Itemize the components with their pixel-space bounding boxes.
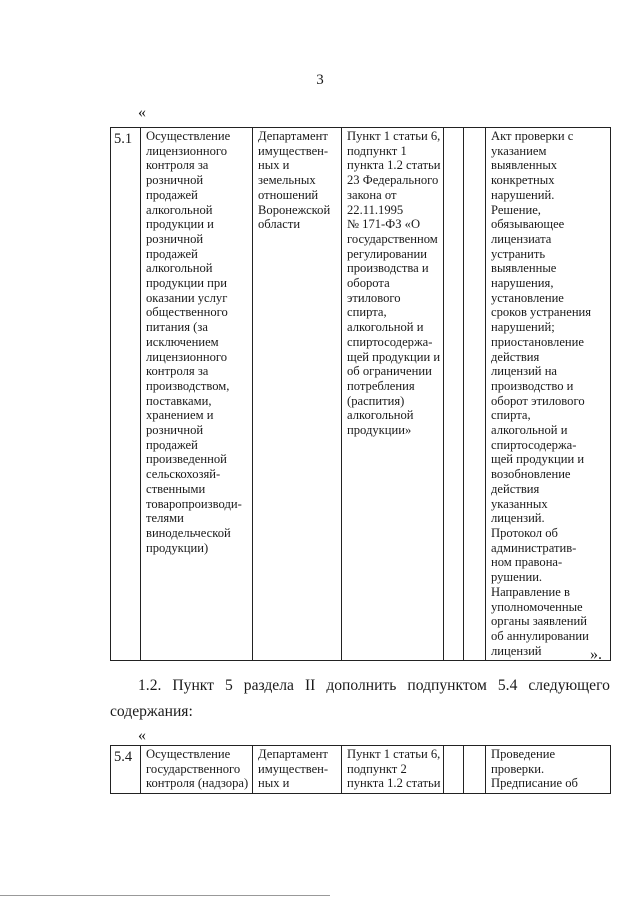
page-number: 3 [316, 72, 324, 88]
cell-line: лицензий. [491, 511, 545, 526]
cell-line: оказании услуг [146, 290, 228, 305]
activity-name-cell [141, 128, 253, 661]
paragraph-word: подпунктом [407, 677, 487, 694]
cell-line: поставками, [146, 393, 212, 408]
result-cell [486, 746, 611, 794]
cell-line: продажей [146, 246, 198, 261]
cell-line: хранением и [146, 408, 214, 423]
cell-line: Департамент [258, 747, 328, 761]
cell-line: продажей [146, 437, 198, 452]
cell-line: винодельческой [146, 525, 231, 540]
cell-line: области [258, 217, 301, 232]
cell-line: ных и [258, 776, 290, 791]
amendment-paragraph-line1 [138, 677, 610, 695]
cell-line: спиртосодержа- [347, 334, 433, 349]
cell-line: рушении. [491, 570, 543, 585]
legal-basis-cell [342, 128, 444, 661]
cell-line: нарушения, [491, 276, 554, 291]
cell-line: государственного [146, 761, 241, 776]
paragraph-word: раздела [243, 677, 294, 694]
cell-line: Направление в [491, 584, 570, 599]
cell-line: установление [491, 290, 564, 305]
cell-line: алкогольной [146, 202, 213, 217]
cell-line: контроля (надзора) [146, 776, 249, 791]
cell-line: алкогольной и [347, 320, 424, 335]
empty-cell [464, 746, 486, 794]
paragraph-word: дополнить [326, 677, 397, 694]
cell-line: розничной [146, 231, 204, 246]
cell-line: контроля за [146, 158, 209, 173]
cell-line: сельскохозяй- [146, 467, 221, 482]
closing-quote: ». [590, 646, 602, 663]
cell-line: оборота [347, 276, 390, 291]
cell-line: № 171-ФЗ «О [347, 217, 421, 232]
cell-line: лицензиата [491, 231, 552, 246]
cell-line: имуществен- [258, 143, 329, 158]
cell-line: обязывающее [491, 217, 565, 232]
cell-line: оборот этилового [491, 393, 585, 408]
cell-line: лицензионного [146, 143, 228, 158]
cell-line: об ограничении [347, 364, 432, 379]
cell-line: питания (за [146, 320, 208, 335]
cell-line: ных и [258, 158, 290, 173]
cell-line: Пункт 1 статьи 6, [347, 129, 441, 143]
empty-cell [464, 128, 486, 661]
table-row [111, 746, 611, 794]
executor-cell [253, 746, 342, 794]
cell-line: государственном [347, 231, 438, 246]
cell-line: розничной [146, 173, 204, 188]
cell-line: этилового [347, 290, 401, 305]
cell-line: производства и [347, 261, 429, 276]
cell-line: нарушений. [491, 187, 555, 202]
cell-line: спирта, [491, 408, 531, 423]
cell-line: продукции) [146, 540, 209, 555]
cell-line: произведенной [146, 452, 227, 467]
cell-line: Решение, [491, 202, 541, 217]
cell-line: производство и [491, 378, 574, 393]
table-section-5-1 [110, 127, 611, 661]
cell-line: контроля за [146, 364, 209, 379]
cell-line: щей продукции и [491, 452, 585, 467]
cell-line: продукции и [146, 217, 214, 232]
cell-line: органы заявлений [491, 614, 587, 629]
table-row [111, 128, 611, 661]
cell-line: пункта 1.2 статьи [347, 158, 441, 173]
cell-line: указанных [491, 496, 548, 511]
cell-line: 22.11.1995 [347, 202, 404, 217]
cell-line: щей продукции и [347, 349, 441, 364]
footer-rule [0, 895, 330, 896]
cell-line: приостановление [491, 334, 584, 349]
cell-line: ственными [146, 481, 206, 496]
cell-line: проверки. [491, 761, 545, 776]
cell-line: продукции при [146, 276, 227, 291]
cell-line: ном правона- [491, 555, 563, 570]
legal-basis-cell [342, 746, 444, 794]
table-section-5-4 [110, 745, 611, 794]
cell-line: Протокол об [491, 525, 558, 540]
cell-line: Осуществление [146, 129, 231, 143]
cell-line: товаропроизводи- [146, 496, 242, 511]
cell-line: регулировании [347, 246, 428, 261]
cell-line: Предписание об [491, 776, 578, 791]
cell-line: телями [146, 511, 184, 526]
cell-line: спирта, [347, 305, 387, 320]
cell-line: Департамент [258, 129, 328, 143]
cell-line: выявленных [491, 158, 558, 173]
cell-line: конкретных [491, 173, 555, 188]
cell-line: отношений [258, 187, 319, 202]
cell-line: продажей [146, 187, 198, 202]
cell-line: потребления [347, 378, 415, 393]
cell-line: указанием [491, 143, 547, 158]
executor-cell [253, 128, 342, 661]
cell-line: алкогольной [146, 261, 213, 276]
opening-quote: « [138, 727, 146, 744]
amendment-paragraph-line2: содержания: [110, 703, 193, 720]
cell-line: лицензий на [491, 364, 558, 379]
cell-line: возобновление [491, 467, 571, 482]
cell-line: пункта 1.2 статьи [347, 776, 441, 791]
result-cell [486, 128, 611, 661]
cell-line: сроков устранения [491, 305, 592, 320]
cell-line: (распития) [347, 393, 405, 408]
paragraph-word: II [304, 677, 316, 694]
cell-line: Пункт 1 статьи 6, [347, 747, 441, 761]
empty-cell [444, 128, 464, 661]
cell-line: Осуществление [146, 747, 231, 761]
cell-line: закона от [347, 187, 397, 202]
cell-line: розничной [146, 423, 204, 438]
cell-line: нарушений; [491, 320, 555, 335]
cell-line: алкогольной и [491, 423, 568, 438]
activity-name-cell [141, 746, 253, 794]
cell-line: Акт проверки с [491, 129, 574, 143]
paragraph-word: 5.4 [497, 677, 518, 694]
cell-line: производством, [146, 378, 230, 393]
paragraph-word: 5 [224, 677, 233, 694]
empty-cell [444, 746, 464, 794]
cell-line: об аннулировании [491, 628, 589, 643]
cell-line: уполномоченные [491, 599, 583, 614]
cell-line: устранить [491, 246, 546, 261]
cell-line: Проведение [491, 747, 556, 761]
cell-line: исключением [146, 334, 219, 349]
cell-line: имуществен- [258, 761, 329, 776]
cell-line: подпункт 1 [347, 143, 407, 158]
cell-line: общественного [146, 305, 228, 320]
paragraph-word: 1.2. [138, 677, 162, 694]
paragraph-word: Пункт [172, 677, 214, 694]
cell-line: подпункт 2 [347, 761, 407, 776]
row-number: 5.4 [111, 746, 141, 794]
cell-line: действия [491, 349, 540, 364]
cell-line: земельных [258, 173, 316, 188]
cell-line: лицензионного [146, 349, 228, 364]
cell-line: действия [491, 481, 540, 496]
cell-line: выявленные [491, 261, 557, 276]
cell-line: Воронежской [258, 202, 331, 217]
cell-line: лицензий [491, 643, 542, 658]
paragraph-word: следующего [528, 677, 610, 694]
cell-line: продукции» [347, 423, 412, 438]
cell-line: спиртосодержа- [491, 437, 577, 452]
cell-line: 23 Федерального [347, 173, 439, 188]
row-number: 5.1 [111, 128, 141, 661]
cell-line: административ- [491, 540, 577, 555]
opening-quote: « [138, 104, 146, 121]
cell-line: алкогольной [347, 408, 414, 423]
